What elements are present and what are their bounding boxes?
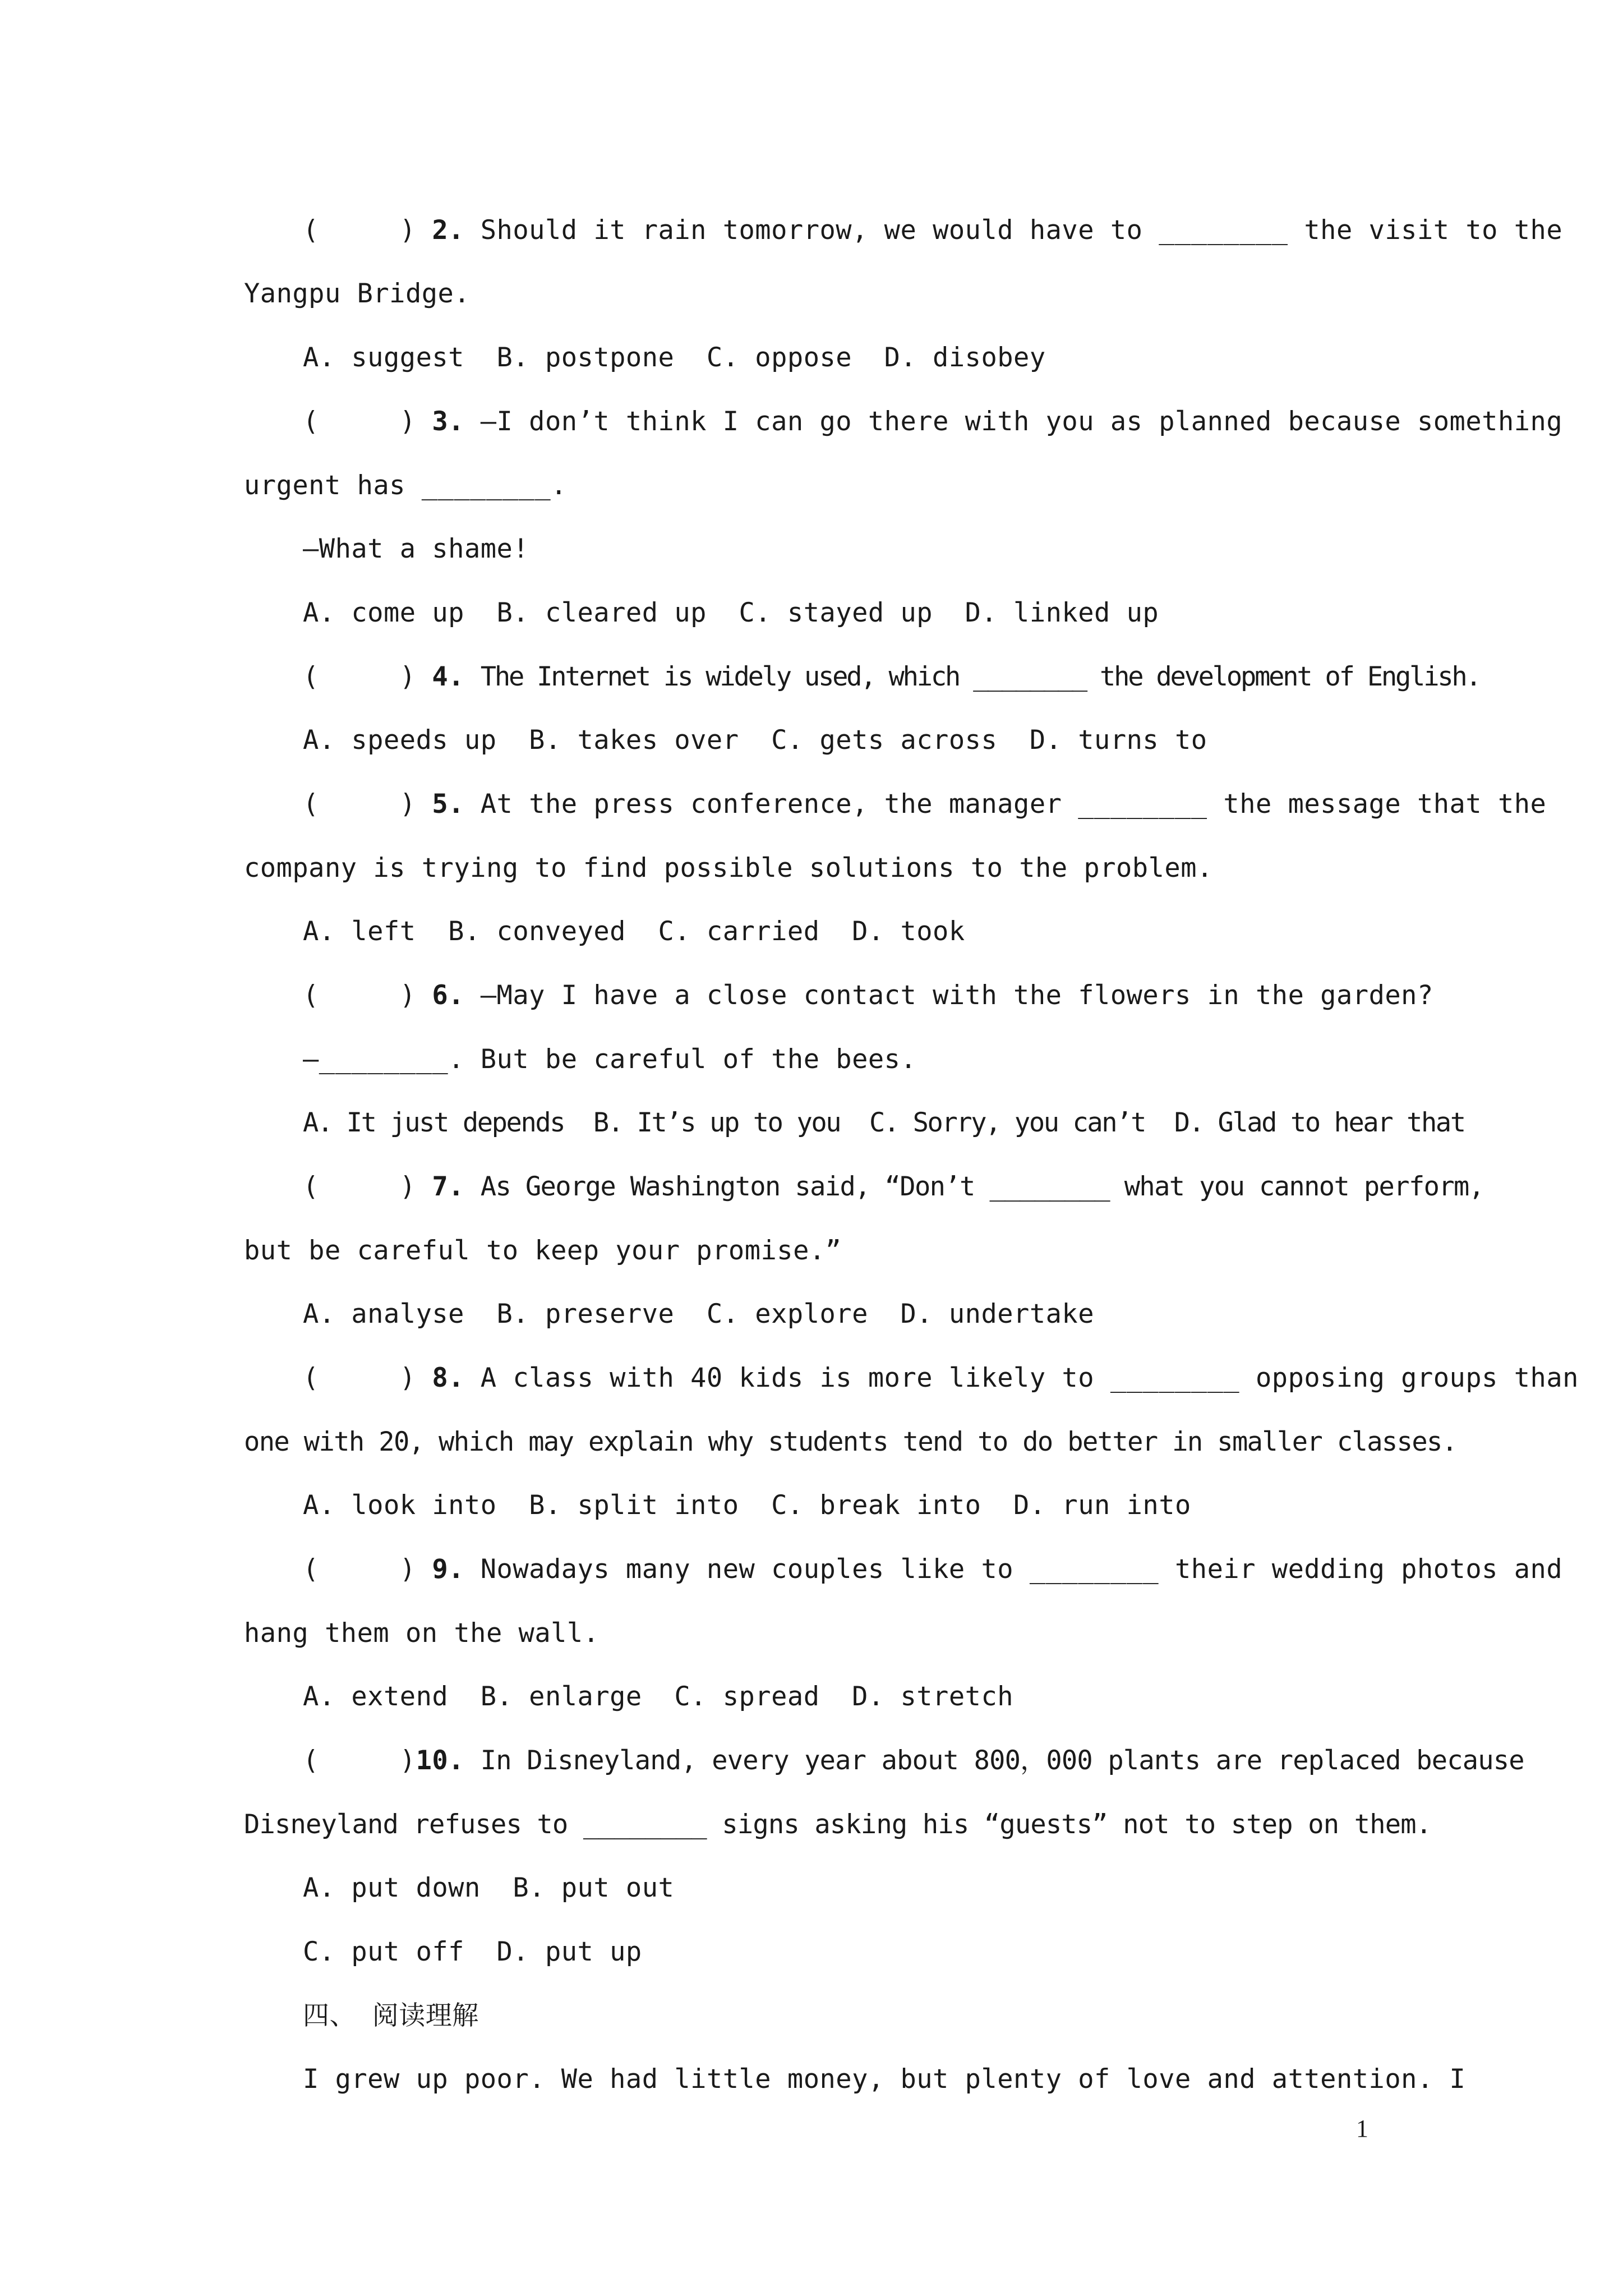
question-text: Nowadays many new couples like to ________ their wedding photos and bbox=[480, 1554, 1563, 1585]
question-2-stem bbox=[303, 214, 1562, 247]
question-2-options: A. suggest B. postpone C. oppose D. disobey bbox=[303, 342, 1046, 373]
reading-passage-text: I grew up poor. We had little money, but plenty of love and attention. I bbox=[303, 2064, 1466, 2095]
question-5-stem bbox=[303, 788, 1546, 821]
question-7-stem bbox=[303, 1170, 1483, 1204]
answer-blank-paren[interactable]: ( ) bbox=[303, 1171, 416, 1202]
question-text: A class with 40 kids is more likely to ________ opposing groups than bbox=[480, 1363, 1579, 1393]
question-6-stem bbox=[303, 979, 1433, 1013]
question-number: 7. bbox=[432, 1171, 464, 1202]
question-8-text-cont: one with 20, which may explain why students tend to do better in smaller classes. bbox=[244, 1427, 1457, 1457]
answer-blank-paren[interactable]: ( ) bbox=[303, 789, 416, 820]
question-3-text-cont: urgent has ________. bbox=[244, 470, 567, 501]
answer-blank-paren[interactable]: ( ) bbox=[303, 1745, 416, 1776]
answer-blank-paren[interactable]: ( ) bbox=[303, 1554, 416, 1585]
question-text: —I don’t think I can go there with you as planned because something bbox=[480, 406, 1563, 437]
question-6-options: A. It just depends B. It’s up to you C. Sorry, you can’t D. Glad to hear that bbox=[303, 1107, 1465, 1138]
question-5-options: A. left B. conveyed C. carried D. took bbox=[303, 916, 965, 947]
answer-blank-paren[interactable]: ( ) bbox=[303, 215, 416, 246]
question-text: In Disneyland, every year about 800，000 plants are replaced because bbox=[480, 1745, 1524, 1776]
question-10-options-line-2: C. put off D. put up bbox=[303, 1936, 642, 1967]
question-text: At the press conference, the manager ________ the message that the bbox=[480, 789, 1547, 820]
question-2-text-cont: Yangpu Bridge. bbox=[244, 278, 471, 309]
question-9-text-cont: hang them on the wall. bbox=[244, 1618, 600, 1649]
question-number: 2. bbox=[432, 215, 464, 246]
question-number: 4. bbox=[432, 661, 464, 692]
question-5-text-cont: company is trying to find possible solutions to the problem. bbox=[244, 853, 1213, 884]
question-3-options: A. come up B. cleared up C. stayed up D. linked up bbox=[303, 597, 1159, 628]
question-9-options: A. extend B. enlarge C. spread D. stretch bbox=[303, 1681, 1014, 1712]
question-number: 5. bbox=[432, 789, 464, 820]
answer-blank-paren[interactable]: ( ) bbox=[303, 406, 416, 437]
question-number: 3. bbox=[432, 406, 464, 437]
question-text: The Internet is widely used, which ________ the development of English. bbox=[480, 661, 1480, 692]
answer-blank-paren[interactable]: ( ) bbox=[303, 661, 416, 692]
question-6-reply: —________. But be careful of the bees. bbox=[303, 1044, 917, 1075]
question-number: 10. bbox=[416, 1745, 464, 1776]
question-text: Should it rain tomorrow, we would have to ________ the visit to the bbox=[480, 215, 1563, 246]
question-7-text-cont: but be careful to keep your promise.” bbox=[244, 1235, 842, 1266]
question-number: 9. bbox=[432, 1554, 464, 1585]
page-number: 1 bbox=[1356, 2115, 1368, 2142]
question-number: 6. bbox=[432, 980, 464, 1011]
question-10-text-cont: Disneyland refuses to ________ signs asking his “guests” not to step on them. bbox=[244, 1809, 1432, 1840]
question-7-options: A. analyse B. preserve C. explore D. undertake bbox=[303, 1299, 1095, 1329]
question-4-stem bbox=[303, 660, 1480, 694]
question-8-stem bbox=[303, 1361, 1579, 1395]
question-10-options-line-1: A. put down B. put out bbox=[303, 1872, 675, 1903]
question-9-stem bbox=[303, 1553, 1562, 1586]
question-4-options: A. speeds up B. takes over C. gets across D. turns to bbox=[303, 725, 1207, 756]
question-3-stem bbox=[303, 405, 1562, 439]
question-number: 8. bbox=[432, 1363, 464, 1393]
answer-blank-paren[interactable]: ( ) bbox=[303, 980, 416, 1011]
question-text: —May I have a close contact with the flowers in the garden? bbox=[480, 980, 1433, 1011]
question-10-stem bbox=[303, 1744, 1524, 1778]
answer-blank-paren[interactable]: ( ) bbox=[303, 1363, 416, 1393]
question-8-options: A. look into B. split into C. break into D. run into bbox=[303, 1490, 1191, 1521]
question-3-reply: —What a shame! bbox=[303, 533, 529, 564]
question-text: As George Washington said, “Don’t ________ what you cannot perform, bbox=[480, 1171, 1484, 1202]
section-heading: 四、 阅读理解 bbox=[303, 2000, 479, 2031]
